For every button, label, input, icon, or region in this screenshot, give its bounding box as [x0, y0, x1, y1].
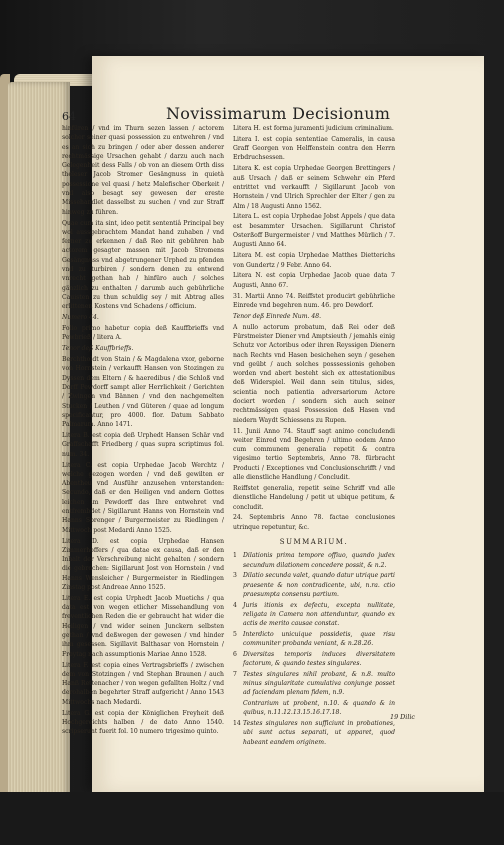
section-title: Tenor deß Einrede Num. 48.	[233, 312, 322, 320]
summary-item-text: Dilatio secunda valet, quando datur utrique parti praesente & non contradicente, ubi, n.ra. ctio praesumpta consensu partium.	[243, 572, 395, 598]
bottom-shadow	[0, 792, 504, 845]
running-head: Novissimarum Decisionum	[166, 104, 391, 123]
summary-item-text: Contrarium ut probent, n.10. & quando & in quibus, n.11.12.13.15.16.17.18.	[243, 700, 395, 717]
summary-item	[233, 551, 395, 570]
paragraph: Litera N. est copia Urphedae Jacob quae data 7 Augusti, Anno 67.	[233, 272, 395, 289]
paragraph: A nullo actorum probatum, daß Rei oder deß Fürstmeister Diener vnd Amptsieuth / jemahls einig Schutz vor Actoribus oder ihren Reyssigen Dienern nach Rechts vnd Hasen besichehen seyn / gesehen vnd geübt / auch solches posssessionis gehoben worden vnd abert besteht sich ex attestationibus deß Widerspiel. Weil dann sein titulus, sides, scientia noch patientia adversariorum Actore dociert worden / sondern sich auch seiner rechtmässigen quasi Possession deß Hasen vnd niedern Waydt Schiessens zu Rupen.	[233, 323, 395, 424]
summary-item-number: 14	[233, 720, 241, 728]
right-column	[233, 124, 395, 748]
section-number: Numero 44.	[62, 314, 99, 322]
paragraph: Quae cum ita sint, ideo petit sententiâ Principal bey wol aussgebrachtem Mandat hand zuhaben / vnd ferner zu erkennen / daß Reo nit gebühren hab actorem gesagter massen mit Jacob Stromens Gesängnuss vnd abgetrungener Urphed zu pfenden vnd zu turbiren / sondern denen zu entwend vnrecht gethan hab / hinfüro auch / solches gänzlich zu enthalten / darumb auch gebührliche Cauisten zu thun schuldig sey / mit Abtrag alles erlittenen Kostens vnd Schadens / officium.	[62, 219, 224, 311]
section-title: Tenor deß Kauffbrieffs.	[62, 345, 134, 353]
paragraph: Berchtholdt von Stain / & Magdalena vxor, geborne von Hornstein / verkaufft Hansen von Stozingen zu Dyssen dem Eltern / & haeredibus / die Schloß vnd Dorff Pewdorff sampt aller Herrlichkeit / Gerichten / Zwingen vnd Bännen / vnd den nachgemelten Stucken / Leuthen / vnd Güteren / quae ad longum specificantur, pro 4000. flor. Datum Sabbato Palmarum. Anno 1471.	[62, 356, 224, 429]
page-edges	[8, 82, 70, 824]
summary-item	[233, 630, 395, 649]
summary-item	[233, 650, 395, 669]
left-column	[62, 124, 224, 738]
summary-item-number: 7	[233, 670, 237, 678]
summary-item-text: Dilationis prima tempore offiuo, quando judex secundum dilationem concedere possit, & n.2.	[243, 552, 395, 569]
summary-heading: SUMMARIUM.	[279, 538, 349, 546]
summary-item	[233, 699, 395, 718]
summary-item-number: 5	[233, 630, 237, 638]
paragraph: Litera K. est copia Urphedae Georgen Brettingers / auß Ursach / daß er seinem Schwehr ein Pferd entrittet vnd verkaufft / Sigillarunt Jacob von Hornstein / vnd Ulrich Sprechler der Elter / gen zu Alm / 18 Augusti Anno 1562.	[233, 165, 395, 210]
paragraph: Litera F. est copia eines Vertragsbrieffs / zwischen dem von Stotzingen / vnd Stephan Braunen / auch Hanß Rettenacher / von wegen gefallten Holtz / vnd derohalben begehrter Straff aufgericht / Anno 1543 Mittwochs nach Medardi.	[62, 661, 224, 706]
paragraph: Litera E. est copia Urphedt Jacob Muetichs / qua data est von wegen etlicher Missehandlung von freventlichen Reden die er gebraucht hat wider die Heiligen / vnd wider seinen Junckern selbsten gethan / vnd deßwegen der gewesen / vnd hinder ihm gesessen. Sigillavit Balthasar von Hornstein / Freytag nach assumptionis Mariae Anno 1528.	[62, 594, 224, 658]
paragraph: Litera B. est copia deß Urphedt Hansen Schär vnd Graffschafft Friedberg / quas supra scriptimus fol. num. 34.	[62, 432, 224, 458]
paragraph: Litera I. est copia sententiae Cameralis, in causa Graff Georgen von Helffenstein contra den Herrn Erbdruchsessen.	[233, 135, 395, 162]
summary-item	[233, 601, 395, 629]
summary-item-number: 1	[233, 552, 237, 560]
paragraph: Litera L. est copia Urphedae Jobst Appels / que data est besammter Ursachen. Sigillarunt Christof Osterßoff Burgermeister / vnd Matthes Mürlich / 7. Augusti Anno 64.	[233, 213, 395, 249]
paragraph: Litera D. est copia Urphedae Hansen Zimmerhoffers / qua datae ex causa, daß er den Inhalt der Verschreibung nicht gehalten / sondern die gebrochen: Sigillarunt Jost von Hornstein / vnd Hanns Wensleicher / Burgermeister in Riedlingen Zinstag post Andreae Anno 1525.	[62, 537, 224, 591]
paragraph: hinfüren / vnd im Thurn sezen lassen / actorem solcher seiner quasi possession zu entwehren / vnd es an sich zu bringen / oder aber dessen anderer rechtmässige Ursachen gehabt / darzu auch nach Gelegenheit dess Falls / ob von an diesem Orth diss theleser Jacob Stromer Gesängnuss in quietà possessione vel quasi / hetz Malefischer Oberkeit / vnd also besagt sey gewesen der ereste Missehandlet dasselbst zu suchen / vnd zur Straff hinweg zu führen.	[62, 125, 224, 216]
summary-item-number: 6	[233, 650, 237, 658]
summary-item-number: 3	[233, 572, 237, 580]
paragraph: Litera H. est forma juramenti judicium criminalium.	[233, 125, 394, 132]
summary-item-text: Interdicto unicuique possidetis, quae risu communiter probanda veniant, & n.28.26.	[243, 630, 395, 648]
summary-item-text: Juris itionis ex defectu, excepta nullitate, religata in Camera non attenduntur, quando ex actis de merito causae constat.	[243, 601, 395, 628]
paragraph: Reiffstet generalia, repetit seine Schriff vnd alle dienstliche Handelung / petit ut ubique petitum, & concludit.	[233, 484, 395, 511]
paragraph: Litera M. est copia Urphedae Matthes Dietterichs von Gundertz / 9 Febr. Anno 64.	[233, 252, 395, 269]
summary-item-text: Testes singulares nihil probant, & n.8. multo minus singularitate cumulativa conjunge posset ad faciendam plenam fidem, n.9.	[243, 670, 395, 697]
summary-item	[233, 571, 395, 599]
paragraph: Litera G. est copia der Königlichen Freyheit deß Hochgereichts halben / de dato Anno 1540. scripserunt fuerit fol. 10 numero trigesimo quinto.	[62, 709, 224, 736]
paragraph: 24. Septembris Anno 78. factae conclusiones utrinque repetuntur, &c.	[233, 514, 395, 531]
catchword: 19 Dilic	[390, 713, 415, 721]
summary-item-number: 4	[233, 601, 237, 609]
paragraph: 11. Junii Anno 74. Stauff sagt animo concludendi weiter Einred vnd Begehren / ultimo eodem Anno cum communem generalia repetit & contra vigesimo tertio Septembris, Anno 78. fürbracht Producti / Exceptiones vnd Conclusionschrifft / vnd alle dienstliche Handlung / Concludit.	[233, 427, 395, 482]
paragraph: Litera C. est copia Urphedae Jacob Werchtz / welche gezogen worden / vnd deß gewilten er Abentheu vnd Ausführ anzusehen vnterstanden: Secundo, daß er den Heiligen vnd andern Gottes leichen im Pewdorff das Ihre entwehret vnd entfrembdet / Sigillarunt Hanns von Hornstein vnd Hanns Sprenger / Burgermeister zu Riedlingen / Mittwoch post Medardi Anno 1525.	[62, 461, 224, 534]
summary-item	[233, 719, 395, 747]
summary-item-text: Diversitas temporis induces diversitatem factorum, & quando testes singulares.	[243, 650, 395, 668]
summary-item-number	[233, 699, 243, 718]
page-number: 64	[62, 110, 76, 123]
summary-item-text: Testes singulares non sufficiunt in probationes, ubi sunt actus separati, ut apparet, quod habeant eandem originem.	[243, 720, 395, 746]
paragraph: 31. Martii Anno 74. Reiffstet producirt gebührliche Einrede vnd begehren num. 46. pro Dewdorf.	[233, 292, 395, 309]
paragraph: Folio primo habetur copia deß Kauffbrieffs vnd Pewbrieß / litera A.	[62, 325, 224, 342]
summary-list	[233, 551, 395, 747]
summary-item	[233, 670, 395, 698]
